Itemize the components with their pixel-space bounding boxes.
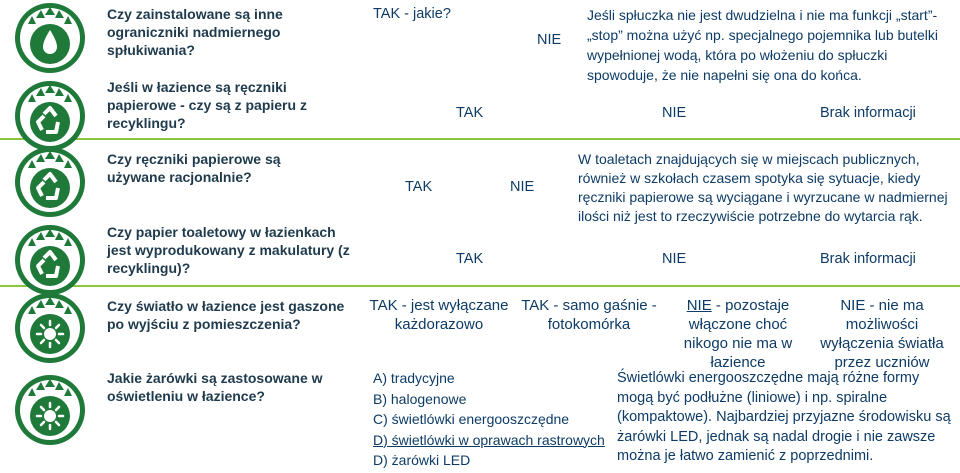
answer-tak-which[interactable]: TAK - jakie?: [373, 6, 451, 22]
answer-nie-rest: - pozostaje włączone choć nikogo nie ma w łazience: [683, 297, 793, 371]
option-brak-informacji[interactable]: Brak informacji: [820, 105, 916, 121]
recycle-icon: [14, 80, 86, 152]
towels-note: W toaletach znajdujących się w miejscach publicznych, również w szkołach czasem spotyka się sytuacje, kiedy ręczniki papierowe są wyciągane i wyrzucane w nadmiernej ilości niż jest to rzeczywiście potrzebne do wytarcia rąk.: [578, 151, 948, 224]
bulb-option[interactable]: D) żarówki LED: [373, 452, 471, 468]
answer-tak-always-off[interactable]: TAK - jest wyłączane każdorazowo: [369, 297, 509, 333]
recycle-icon: [14, 224, 86, 296]
answer-nie[interactable]: NIE: [510, 179, 535, 195]
question-toilet-paper-recycled: Czy papier toaletowy w łazienkach jest wyprodukowany z makulatury (z recyklingu)?: [107, 224, 350, 276]
separator: [0, 138, 960, 140]
question-flush-limiters: Czy zainstalowane są inne ograniczniki nadmiernego spłukiwania?: [107, 6, 283, 58]
bulb-option[interactable]: C) świetlówki energooszczędne: [373, 411, 570, 427]
question-bulb-type: Jakie żarówki są zastosowane w oświetleniu w łazience?: [107, 370, 323, 404]
bulb-option[interactable]: B) halogenowe: [373, 390, 467, 407]
bulb-option[interactable]: D) świetlówki w oprawach rastrowych: [373, 431, 605, 448]
sun-icon: [14, 374, 86, 446]
bulb-option[interactable]: A) tradycyjne: [373, 370, 455, 386]
answer-nie[interactable]: NIE: [537, 32, 562, 48]
recycle-icon: [14, 146, 86, 218]
separator: [0, 285, 960, 287]
answer-nie-label: NIE: [686, 297, 712, 314]
flush-note: Jeśli spłuczka nie jest dwudzielna i nie ma funkcji „start”- „stop” można użyć np. specjalnego pojemnika lub butelki wypełnionej wodą, która po włożeniu do spłuczki spowoduje, że nie napełni się ona do końca.: [587, 7, 938, 83]
option-nie[interactable]: NIE: [662, 105, 687, 121]
question-light-off: Czy światło w łazience jest gaszone po wyjściu z pomieszczenia?: [107, 298, 345, 332]
option-brak-informacji[interactable]: Brak informacji: [820, 251, 916, 267]
option-tak[interactable]: TAK: [456, 105, 484, 121]
answer-tak-photocell[interactable]: TAK - samo gaśnie - fotokomórka: [521, 297, 657, 333]
sun-icon: [14, 292, 86, 364]
question-paper-towels-recycled: Jeśli w łazience są ręczniki papierowe - czy są z papieru z recyklingu?: [107, 79, 307, 131]
answer-tak[interactable]: TAK: [405, 179, 433, 195]
option-nie[interactable]: NIE: [662, 251, 687, 267]
question-paper-towels-rational: Czy ręczniki papierowe są używane racjonalnie?: [107, 151, 281, 185]
answer-nie-no-switch[interactable]: NIE - nie ma możliwości wyłączenia światła przez uczniów: [820, 297, 944, 371]
bulbs-note: Świetlówki energooszczędne mają różne formy mogą być podłużne (liniowe) i np. spiralne (kompaktowe). Najbardziej przyjazne środowisku są żarówki LED, jednak są nadal drogie i nie zawsze można je łatwo zamienić z poprzednimi.: [617, 370, 951, 464]
water-drop-icon: [14, 2, 86, 74]
option-tak[interactable]: TAK: [456, 251, 484, 267]
answer-nie-stays-on[interactable]: [668, 296, 808, 372]
